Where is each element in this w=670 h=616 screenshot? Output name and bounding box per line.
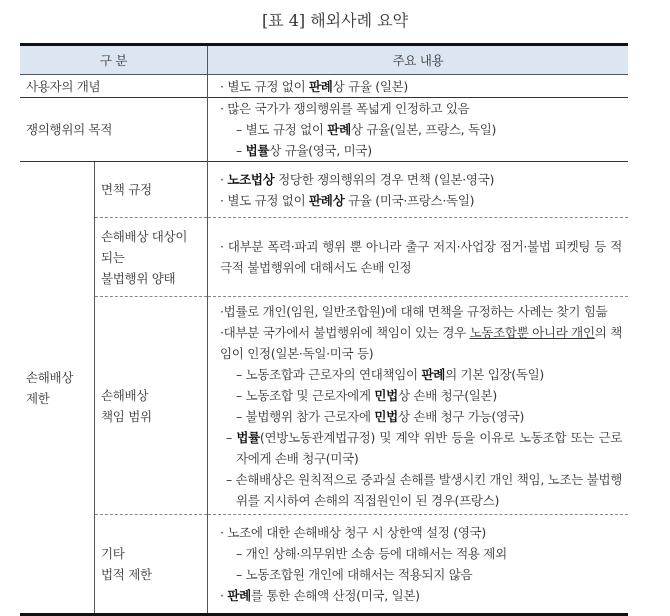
text: – 손해배상은 원칙적으로 중과실 손해를 발생시킨 개인 책임, 노조는 불법행위를 지시하여 손해의 직접원인이 된 경우(프랑스) <box>226 471 622 508</box>
content-line <box>214 169 622 190</box>
header-category: 구 분 <box>20 45 208 75</box>
content-line <box>214 322 622 364</box>
table-row <box>20 98 628 162</box>
text: – 노동조합원 개인에 대해서는 적용되지 않음 <box>236 567 473 582</box>
content-line <box>214 76 622 97</box>
table-row <box>20 218 628 297</box>
text: · 노조에 대한 손해배상 청구 시 상한액 설정 (영국) <box>220 525 486 540</box>
text: – 노동조합과 근로자의 연대책임이 <box>236 366 422 382</box>
overseas-cases-table <box>20 43 628 616</box>
row-label: 손해배상 제한 <box>26 369 74 406</box>
table-row <box>20 75 628 98</box>
text: 상 손배 청구(일본) <box>397 387 497 403</box>
subcategory <box>95 297 208 515</box>
content-line <box>214 543 622 564</box>
text: – <box>236 143 246 158</box>
content-line <box>214 469 622 511</box>
underlined-text: 노동조합뿐 아니라 개인 <box>469 324 595 340</box>
text: 상 손배 청구 가능(영국) <box>397 408 525 424</box>
row-label: 기타 법적 제한 <box>101 546 152 582</box>
bold-text: 판례 <box>327 122 351 137</box>
content-line <box>214 364 622 385</box>
table-row <box>20 515 628 615</box>
table-title: [표 4] 해외사례 요약 <box>261 11 409 30</box>
text: – 별도 규정 없이 <box>236 122 328 137</box>
text: · <box>220 171 228 187</box>
row-label: 손해배상 대상이 되는 불법행위 양태 <box>101 228 188 286</box>
subcategory <box>95 218 208 297</box>
row-content <box>208 75 629 98</box>
content-line <box>214 427 622 469</box>
bold-text: 판례 <box>227 588 251 603</box>
table-row <box>20 297 628 515</box>
text: 상 규율 (일본) <box>332 78 408 94</box>
row-content <box>208 162 629 218</box>
table-row <box>20 162 628 218</box>
content-line <box>214 301 622 322</box>
text: · <box>220 588 228 603</box>
text: 의 책임이 인정(일본·독일·미국 등) <box>220 324 622 361</box>
bold-text: 민법 <box>374 408 398 424</box>
row-content <box>208 98 629 162</box>
content-line <box>214 406 622 427</box>
subcategory <box>95 515 208 615</box>
content-line <box>214 119 622 140</box>
row-category <box>20 75 208 98</box>
text: – 개인 상해·의무위반 소송 등에 대해서는 적용 제외 <box>236 546 507 561</box>
row-content <box>208 218 629 297</box>
text: 정당한 쟁의행위의 경우 면책 (일본·영국) <box>274 171 495 187</box>
text: ·대부분 국가에서 불법행위에 책임이 있는 경우 <box>220 324 470 340</box>
row-label: 사용자의 개념 <box>26 78 101 94</box>
content-line <box>214 190 622 211</box>
row-content <box>208 515 629 615</box>
row-label: 면책 규정 <box>101 182 152 197</box>
subcategory <box>95 162 208 218</box>
bold-text: 판례 <box>421 366 446 382</box>
text: · 별도 규정 없이 <box>220 192 310 208</box>
content-line <box>214 236 622 278</box>
content-line <box>214 98 622 119</box>
text: – <box>226 429 237 445</box>
text: (연방노동관계법규정) 및 계약 위반 등을 이유로 노동조합 또는 근로자에게 손배 청구(미국) <box>236 429 623 466</box>
content-line <box>214 385 622 406</box>
content-line <box>214 140 622 161</box>
row-content <box>208 297 629 515</box>
header-row <box>20 45 628 75</box>
text: – 노동조합 및 근로자에게 <box>236 387 375 403</box>
text: 상 규율(영국, 미국) <box>269 143 372 158</box>
content-line <box>214 564 622 585</box>
text: 상 규율(일본, 프랑스, 독일) <box>350 122 497 137</box>
row-label: 쟁의행위의 목적 <box>26 122 113 137</box>
content-line <box>214 522 622 543</box>
row-category <box>20 98 208 162</box>
group-category <box>20 162 95 615</box>
bold-text: 노조법상 <box>227 171 275 187</box>
content-line <box>214 585 622 606</box>
text: · 대부분 폭력·파괴 행위 뿐 아니라 출구 저지·사업장 점거·불법 피켓팅 등 적극적 불법행위에 대해서도 손배 인정 <box>220 239 622 275</box>
text: 의 기본 입장(독일) <box>445 366 544 382</box>
text: 를 통한 손해액 산정(미국, 일본) <box>250 588 420 603</box>
text: 규율 (미국·프랑스·독일) <box>344 192 475 208</box>
bold-text: 민법 <box>374 387 398 403</box>
bold-text: 법률 <box>245 143 270 158</box>
text: · 별도 규정 없이 <box>220 78 310 94</box>
text: ·법률로 개인(임원, 일반조합원)에 대해 면책을 규정하는 사례는 찾기 힘듦 <box>220 303 608 319</box>
bold-text: 판례 <box>309 78 333 94</box>
bold-text: 법률 <box>236 429 260 445</box>
text: – 불법행위 참가 근로자에 <box>236 408 375 424</box>
header-content: 주요 내용 <box>208 45 629 75</box>
text: · 많은 국가가 쟁의행위를 폭넓게 인정하고 있음 <box>220 101 470 116</box>
row-label: 손해배상 책임 범위 <box>101 387 152 424</box>
bold-text: 판례상 <box>309 192 345 208</box>
